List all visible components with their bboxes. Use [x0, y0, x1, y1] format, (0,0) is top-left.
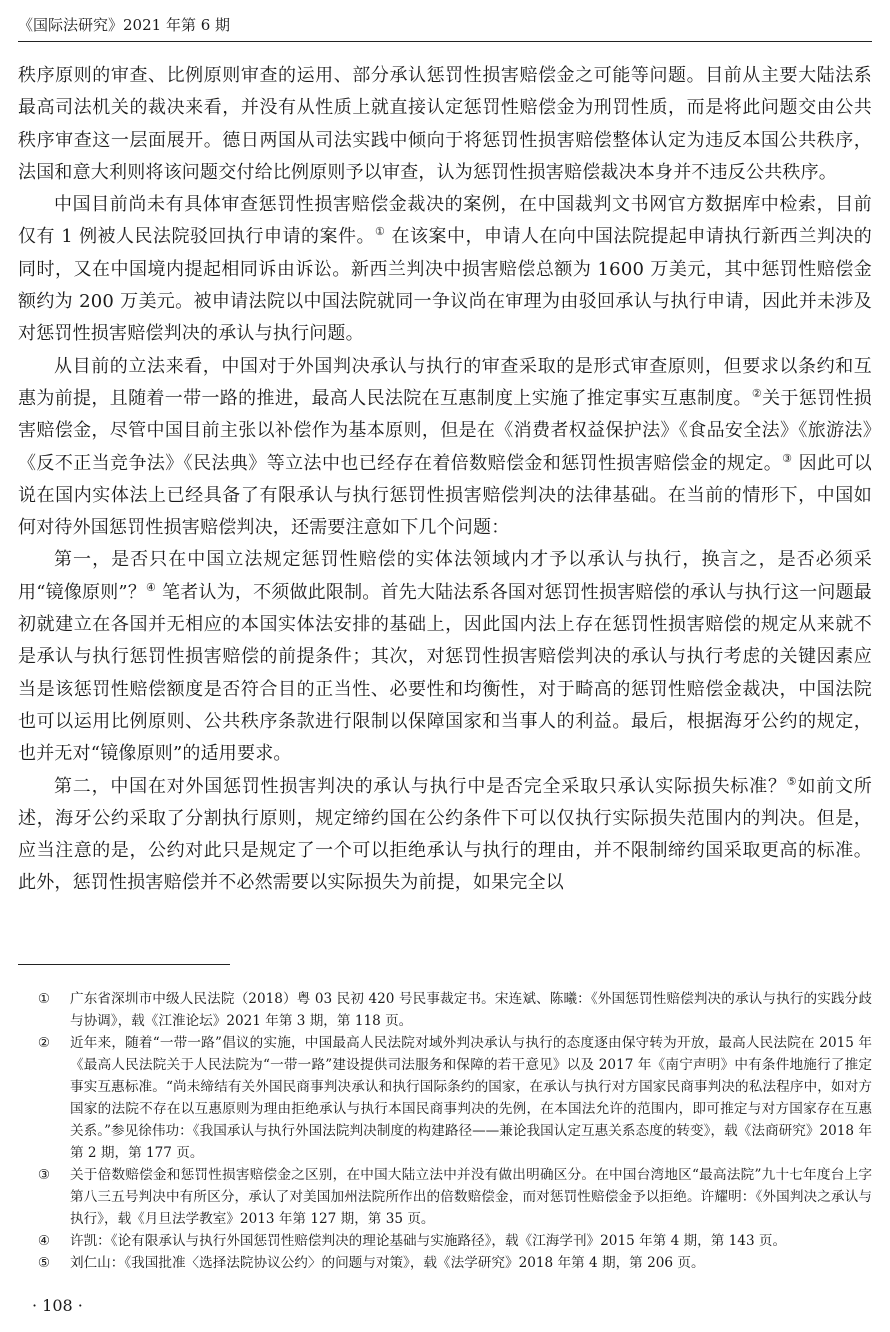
footnote-mark: ⑤ [37, 1255, 51, 1271]
footnote-ref-2[interactable]: ② [751, 386, 763, 400]
paragraph-text-continued: 关于惩罚性损害赔偿金，尽管中国目前主张以补偿作为基本原则，但是在《消费者权益保护法》《食品安全法》《旅游法》《反不正当竞争法》《民法典》等立法中也已经存在着倍数赔偿金和惩罚性损害赔偿金的规定。 [18, 387, 873, 474]
footnote-4 [18, 1230, 872, 1252]
footnote-text: 关于倍数赔偿金和惩罚性损害赔偿金之区别，在中国大陆立法中并没有做出明确区分。在中国台湾地区“最高法院”九十七年度台上字第八三五号判决中有所区分，承认了对美国加州法院所作出的倍数赔偿金，而对惩罚性赔偿金予以拒绝。许耀明：《外国判决之承认与执行》，载《月旦法学教室》2013 年第 127 期，第 35 页。 [70, 1167, 872, 1227]
page-number: · 108 · [32, 1296, 83, 1315]
footnote-mark: ② [37, 1035, 51, 1051]
running-header [18, 14, 872, 42]
paragraph-text-continued: 如前文所述，海牙公约采取了分割执行原则，规定缔约国在公约条件下可以仅执行实际损失范围内的判决。但是，应当注意的是，公约对此只是规定了一个可以拒绝承认与执行的理由，并不限制缔约国采取更高的标准。此外，惩罚性损害赔偿并不必然需要以实际损失为前提，如果完全以 [18, 775, 873, 894]
footnote-mark: ④ [37, 1233, 51, 1249]
paragraph-text: 中国目前尚未有具体审查惩罚性损害赔偿金裁决的案例，在中国裁判文书网官方数据库中检索，目前仅有 1 例被人民法院驳回执行申请的案件。 [18, 194, 872, 248]
paragraph-text-continued: 在该案中，申请人在向中国法院提起申请执行新西兰判决的同时，又在中国境内提起相同诉由诉讼。新西兰判决中损害赔偿总额为 1600 万美元，其中惩罚性赔偿金额约为 200 万美元。被申请法院以中国法院就同一争议尚在审理为由驳回承认与执行申请，因此并未涉及对惩罚性损害赔偿判决的承认与执行问题。 [18, 226, 873, 345]
footnote-5 [18, 1252, 872, 1274]
footnote-divider [18, 964, 230, 965]
paragraph-1 [18, 60, 872, 189]
paragraph-text: 秩序原则的审查、比例原则审查的运用、部分承认惩罚性损害赔偿金之可能等问题。目前从主要大陆法系最高司法机关的裁决来看，并没有从性质上就直接认定惩罚性赔偿金为刑罚性质，而是将此问题交由公共秩序审查这一层面展开。德日两国从司法实践中倾向于将惩罚性损害赔偿整体认定为违反本国公共秩序，法国和意大利则将该问题交付给比例原则予以审查，认为惩罚性损害赔偿裁决本身并不违反公共秩序。 [18, 65, 872, 183]
footnote-text: 广东省深圳市中级人民法院（2018）粤 03 民初 420 号民事裁定书。宋连斌、陈曦：《外国惩罚性赔偿判决的承认与执行的实践分歧与协调》，载《江淮论坛》2021 年第 3 期，第 118 页。 [70, 991, 872, 1029]
footnote-mark: ③ [37, 1167, 51, 1183]
footnote-ref-4[interactable]: ④ [146, 580, 157, 594]
footnote-text: 许凯：《论有限承认与执行外国惩罚性赔偿判决的理论基础与实施路径》，载《江海学刊》2015 年第 4 期，第 143 页。 [70, 1233, 787, 1249]
footnote-text: 近年来，随着“一带一路”倡议的实施，中国最高人民法院对域外判决承认与执行的态度逐由保守转为开放，最高人民法院在 2015 年《最高人民法院关于人民法院为“一带一路”建设提供司法服务和保障的若干意见》以及 2017 年《南宁声明》中有条件地施行了推定事实互惠标准。“尚未缔结有关外国民商事判决承认和执行国际条约的国家，在承认与执行对方国家民商事判决的私法程序中，如对方国家的法院不存在以互惠原则为理由拒绝承认与执行本国民商事判决的先例，在本国法允许的范围内，即可推定与对方国家存在互惠关系。”参见徐伟功：《我国承认与执行外国法院判决制度的构建路径——兼论我国认定互惠关系态度的转变》，载《法商研究》2018 年第 2 期，第 177 页。 [70, 1035, 872, 1161]
journal-issue-title: 《国际法研究》2021 年第 6 期 [18, 16, 231, 34]
main-text [18, 60, 872, 900]
footnote-text: 刘仁山：《我国批准〈选择法院协议公约〉的问题与对策》，载《法学研究》2018 年第 4 期，第 206 页。 [70, 1255, 705, 1271]
footnote-2 [18, 1032, 872, 1164]
paragraph-text: 第一，是否只在中国立法规定惩罚性赔偿的实体法领域内才予以承认与执行，换言之，是否必须采用“镜像原则”？ [18, 549, 872, 603]
footnote-1 [18, 988, 872, 1032]
footnotes [18, 988, 872, 1274]
paragraph-text: 第二，中国在对外国惩罚性损害判决的承认与执行中是否完全采取只承认实际损失标准？ [54, 775, 787, 797]
paragraph-text-continued: 笔者认为，不须做此限制。首先大陆法系各国对惩罚性损害赔偿的承认与执行这一问题最初就建立在各国并无相应的本国实体法安排的基础上，因此国内法上存在惩罚性损害赔偿的规定从来就不是承认与执行惩罚性损害赔偿的前提条件；其次，对惩罚性损害赔偿判决的承认与执行考虑的关键因素应当是该惩罚性赔偿额度是否符合目的正当性、必要性和均衡性，对于畸高的惩罚性赔偿金裁决，中国法院也可以运用比例原则、公共秩序条款进行限制以保障国家和当事人的利益。最后，根据海牙公约的规定，也并无对“镜像原则”的适用要求。 [18, 581, 873, 765]
paragraph-text-continued-2: 因此可以说在国内实体法上已经具备了有限承认与执行惩罚性损害赔偿判决的法律基础。在当前的情形下，中国如何对待外国惩罚性损害赔偿判决，还需要注意如下几个问题： [18, 452, 872, 539]
paragraph-text: 从目前的立法来看，中国对于外国判决承认与执行的审查采取的是形式审查原则，但要求以条约和互惠为前提，且随着一带一路的推进，最高人民法院在互惠制度上实施了推定事实互惠制度。 [18, 355, 872, 409]
paragraph-5 [18, 771, 872, 900]
footnote-ref-1[interactable]: ① [374, 225, 386, 239]
footnote-mark: ① [37, 991, 51, 1007]
paragraph-2 [18, 189, 872, 350]
footnote-3 [18, 1164, 872, 1230]
footnote-ref-3[interactable]: ③ [782, 451, 793, 465]
paragraph-3 [18, 351, 872, 545]
footnote-ref-5[interactable]: ⑤ [786, 774, 798, 788]
paragraph-4 [18, 544, 872, 770]
